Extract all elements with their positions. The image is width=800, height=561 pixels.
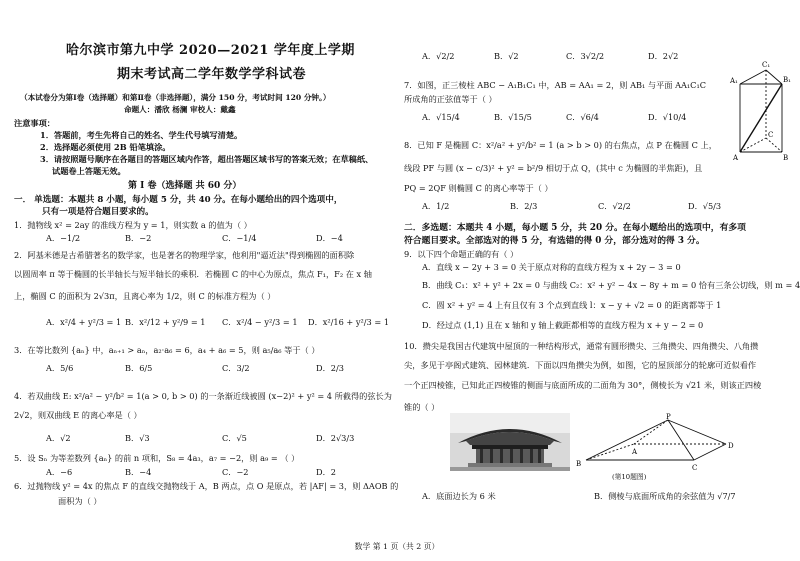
q4-line-1: 4．若双曲线 E: x²/a² − y²/b² = 1(a > 0, b > 0) 的一条渐近线被圆 (x−2)² + y² = 4 所截得的弦长为	[14, 391, 392, 401]
label-a1: A₁	[730, 77, 738, 85]
q2-line-1: 2．阿基米德是古希腊著名的数学家，也是著名的物理学家，他利用"逼近法"得到椭圆的面积除	[14, 250, 355, 260]
title-line-1: 哈尔滨市第九中学 2020—2021 学年度上学期	[66, 43, 355, 58]
q6-line-2: 面积为（ ）	[58, 496, 102, 506]
pavilion-photo	[450, 413, 570, 471]
q8-line-3: PQ = 2QF 则椭圆 C 的离心率等于（ ）	[404, 183, 553, 193]
q8-line-1: 8．已知 F 是椭圆 C：x²/a² + y²/b² = 1 (a > b > 0) 的右焦点，点 P 在椭圆 C 上，	[404, 140, 717, 150]
section1-title: 第 Ⅰ 卷（选择题 共 60 分）	[128, 181, 242, 191]
q5-option-a: A．−6	[46, 467, 73, 477]
q3-stem: 3．在等比数列 {aₙ} 中，aₙ₊₁ > aₙ，a₂·a₆ = 6，a₄ + a₆ = 5，则 a₅/a₆ 等于（ ）	[14, 345, 320, 355]
q5-option-c: C．−2	[222, 467, 249, 477]
q5-stem: 5．设 Sₙ 为等差数列 {aₙ} 的前 n 项和，S₈ = 4a₃，a₇ = −2，则 a₉ = （ ）	[14, 453, 300, 463]
q3-option-b: B．6/5	[125, 363, 153, 373]
label-pyr-a: A	[632, 448, 638, 456]
q7-option-a: A．√15/4	[422, 112, 460, 122]
q10-option-a: A．底面边长为 6 米	[422, 491, 496, 501]
q8-line-2: 线段 PF 与圆 (x − c/3)² + y² = b²/9 相切于点 Q，(其中 c 为椭圆的半焦距)，且	[404, 163, 703, 173]
q7-line-2: 所成角的正弦值等于（ ）	[404, 94, 497, 104]
q2-line-3: 上，椭圆 C 的面积为 2√3π，且离心率为 1/2，则 C 的标准方程为（ ）	[14, 291, 276, 301]
q1-option-b: B．−2	[125, 233, 152, 243]
q10-line-4: 锥的（ ）	[404, 402, 440, 412]
q1-option-a: A．−1/2	[46, 233, 81, 243]
page-footer: 数学 第 1 页（共 2 页）	[354, 542, 440, 551]
q4-option-b: B．√3	[125, 433, 150, 443]
q4-option-d: D．2√3/3	[316, 433, 355, 443]
q4-line-2: 2√2，则双曲线 E 的离心率是（ ）	[14, 410, 142, 420]
section1-intro-1: 一． 单选题：本题共 8 小题，每小题 5 分，共 40 分。在每小题给出的四个选项中，	[14, 195, 343, 205]
q9-option-c: C．圆 x² + y² = 4 上有且仅有 3 个点到直线 l：x − y + √2 = 0 的距离都等于 1	[422, 300, 722, 310]
q2-line-2: 以圆周率 π 等于椭圆的长半轴长与短半轴长的乘积．若椭圆 C 的中心为原点，焦点 F₁，F₂ 在 x 轴	[14, 269, 372, 279]
q9-stem: 9．以下四个命题正确的有（ ）	[404, 249, 519, 259]
q2-option-b: B．x²/12 + y²/9 = 1	[125, 317, 206, 327]
label-c1: C₁	[762, 61, 771, 69]
q10-option-b: B．侧棱与底面所成角的余弦值为 √7/7	[594, 491, 736, 501]
label-pyr-b: B	[576, 460, 582, 468]
q6-line-1: 6．过抛物线 y² = 4x 的焦点 F 的直线交抛物线于 A，B 两点，点 O 是原点，若 |AF| = 3，则 ΔAOB 的	[14, 481, 399, 491]
section1-intro-2: 只有一项是符合题目要求的。	[42, 207, 154, 217]
label-pyr-c: C	[692, 464, 698, 472]
exam-note: （本试卷分为第Ⅰ卷（选择题）和第Ⅱ卷（非选择题），满分 150 分，考试时间 120 分钟。）	[20, 93, 331, 102]
q1-stem: 1．抛物线 x² = 2ay 的准线方程为 y = 1，则实数 a 的值为（ ）	[14, 220, 252, 230]
authors: 命题人：潘欣 杨澜 审校人：戴鑫	[124, 105, 236, 114]
q8-option-c: C．√2/2	[598, 201, 631, 211]
q8-option-b: B．2/3	[510, 201, 538, 211]
q8-option-a: A．1/2	[422, 201, 450, 211]
prism-figure	[728, 58, 790, 162]
q4-option-a: A．√2	[46, 433, 71, 443]
q3-option-c: C．3/2	[222, 363, 250, 373]
q6-option-b: B．√2	[494, 51, 519, 61]
q9-option-d: D．经过点 (1,1) 且在 x 轴和 y 轴上截距都相等的直线方程为 x + y − 2 = 0	[422, 320, 704, 330]
q2-option-a: A．x²/4 + y²/3 = 1	[46, 317, 122, 327]
label-pyr-d: D	[728, 442, 734, 450]
label-p: P	[666, 413, 671, 421]
q9-option-a: A．直线 x − 2y + 3 = 0 关于原点对称的直线方程为 x + 2y − 3 = 0	[422, 262, 681, 272]
q7-option-c: C．√6/4	[566, 112, 599, 122]
label-b1: B₁	[783, 76, 791, 84]
pyramid-figure	[574, 414, 736, 472]
q5-option-b: B．−4	[125, 467, 152, 477]
q7-option-d: D．√10/4	[648, 112, 687, 122]
notice-3: 3．请按照题号顺序在各题目的答题区域内作答，超出答题区域书写的答案无效；在草稿纸、	[40, 154, 374, 164]
q3-option-a: A．5/6	[46, 363, 74, 373]
section2-line-1: 二．多选题：本题共 4 小题，每小题 5 分，共 20 分。在每小题给出的选项中，有多项	[404, 223, 746, 233]
label-a: A	[733, 154, 739, 162]
q2-option-c: C．x²/4 − y²/3 = 1	[222, 317, 298, 327]
q7-line-1: 7．如图，正三棱柱 ABC − A₁B₁C₁ 中，AB = AA₁ = 2，则 AB₁ 与平面 AA₁C₁C	[404, 80, 706, 90]
q8-option-d: D．√5/3	[688, 201, 722, 211]
section2-line-2: 符合题目要求。全部选对的得 5 分，有选错的得 0 分，部分选对的得 3 分。	[404, 236, 705, 246]
q1-option-d: D．−4	[316, 233, 343, 243]
q3-option-d: D．2/3	[316, 363, 344, 373]
notice-4: 试题卷上答题无效。	[52, 166, 126, 176]
q9-option-b: B．曲线 C₁：x² + y² + 2x = 0 与曲线 C₂：x² + y² − 4x − 8y + m = 0 恰有三条公切线，则 m = 4	[422, 280, 800, 290]
q7-option-b: B．√15/5	[494, 112, 532, 122]
q6-option-c: C．3√2/2	[566, 51, 605, 61]
q6-option-d: D．2√2	[648, 51, 679, 61]
q2-option-d: D．x²/16 + y²/3 = 1	[308, 317, 390, 327]
q6-option-a: A．√2/2	[422, 51, 455, 61]
q1-option-c: C．−1/4	[222, 233, 257, 243]
q10-line-2: 尖，多见于亭阁式建筑、园林建筑．下面以四角攒尖为例，如图，它的屋顶部分的轮廓可近似看作	[404, 360, 757, 370]
q4-option-c: C．√5	[222, 433, 247, 443]
notice-1: 1．答题前，考生先将自己的姓名、学生代号填写清楚。	[40, 130, 243, 140]
title-line-2: 期末考试高二学年数学学科试卷	[117, 67, 307, 82]
notice-title: 注意事项：	[14, 118, 55, 128]
notice-2: 2．选择题必须使用 2B 铅笔填涂。	[40, 142, 171, 152]
figure-caption: (第10题图)	[612, 473, 647, 481]
q10-line-1: 10．攒尖是我国古代建筑中屋顶的一种结构形式，通常有圆形攒尖、三角攒尖、四角攒尖、八角攒	[404, 341, 759, 351]
label-c: C	[768, 131, 774, 139]
label-b: B	[783, 154, 789, 162]
q10-line-3: 一个正四棱锥，已知此正四棱锥的侧面与底面所成的二面角为 30°，侧棱长为 √21 米，则该正四棱	[404, 380, 762, 390]
q5-option-d: D．2	[316, 467, 336, 477]
